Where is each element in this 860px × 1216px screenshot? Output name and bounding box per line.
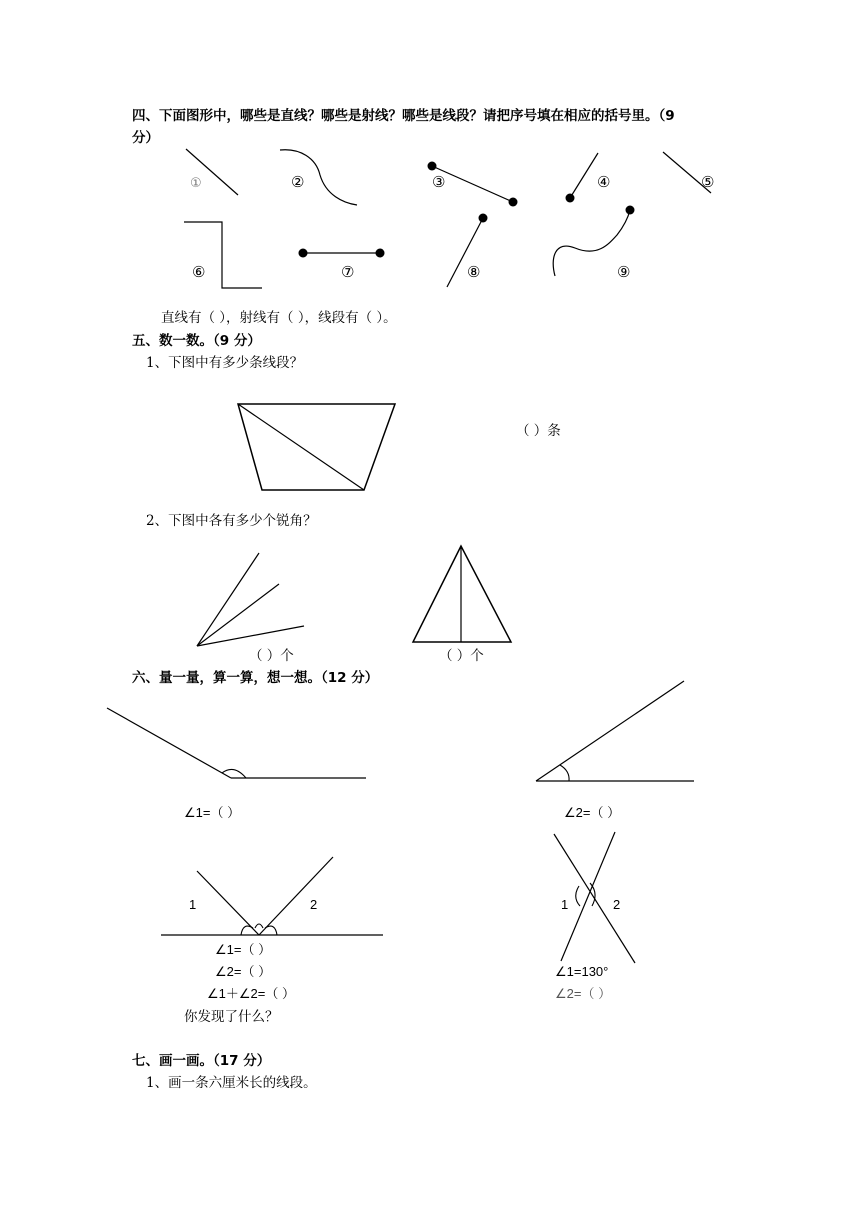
figure-4-angle-2: ∠2=（ ） [555,986,612,1001]
figure-label-5: ⑤ [701,173,715,191]
figure-4-ray [570,153,598,198]
figure-label-1: ① [190,175,202,190]
section-5-question-1: 1、下图中有多少条线段？ [146,355,304,371]
section-4-title: 四、下面图形中，哪些是直线？哪些是射线？哪些是线段？请把序号填在相应的括号里。（9 [132,108,675,124]
trapezoid-figure [238,404,395,490]
section-6-title: 六、量一量，算一算，想一想。（12 分） [132,670,379,686]
angle-2-answer: ∠2=（ ） [564,805,621,820]
figure-label-2: ② [291,173,305,191]
figure-label-8: ⑧ [467,263,481,281]
section-7-question-1: 1、画一条六厘米长的线段。 [146,1075,317,1091]
section-5-answer-1: （ ）条 [516,423,561,439]
section-4-title-continued: 分） [132,130,159,146]
figure-3-angle-2: ∠2=（ ） [215,964,272,979]
angle-1-answer: ∠1=（ ） [184,805,241,820]
section-5-answer-2b: （ ）个 [439,648,484,664]
section-5-answer-2a: （ ）个 [249,648,294,664]
figure-4-label-1: 1 [561,897,569,912]
section-7-title: 七、画一画。（17 分） [132,1053,271,1069]
section-5-title: 五、数一数。（9 分） [132,333,261,349]
figure-4-label-2: 2 [613,897,621,912]
figure-3-angle-sum: ∠1＋∠2=（ ） [207,986,295,1001]
figure-label-7: ⑦ [341,263,355,281]
section-4-answer-line: 直线有（ ），射线有（ ），线段有（ ）。 [161,310,397,326]
figure-label-6: ⑥ [192,263,206,281]
figure-3-question: 你发现了什么？ [184,1009,279,1025]
figure-3-label-2: 2 [310,897,318,912]
figure-3-label-1: 1 [189,897,197,912]
figure-3-angle-1: ∠1=（ ） [215,942,272,957]
figure-label-3: ③ [432,173,446,191]
figure-label-4: ④ [597,173,611,191]
section-5-question-2: 2、下图中各有多少个锐角？ [146,513,317,529]
figure-label-9: ⑨ [617,263,631,281]
figure-4-angle-1: ∠1=130° [555,964,609,979]
triangle-figure [413,546,511,642]
